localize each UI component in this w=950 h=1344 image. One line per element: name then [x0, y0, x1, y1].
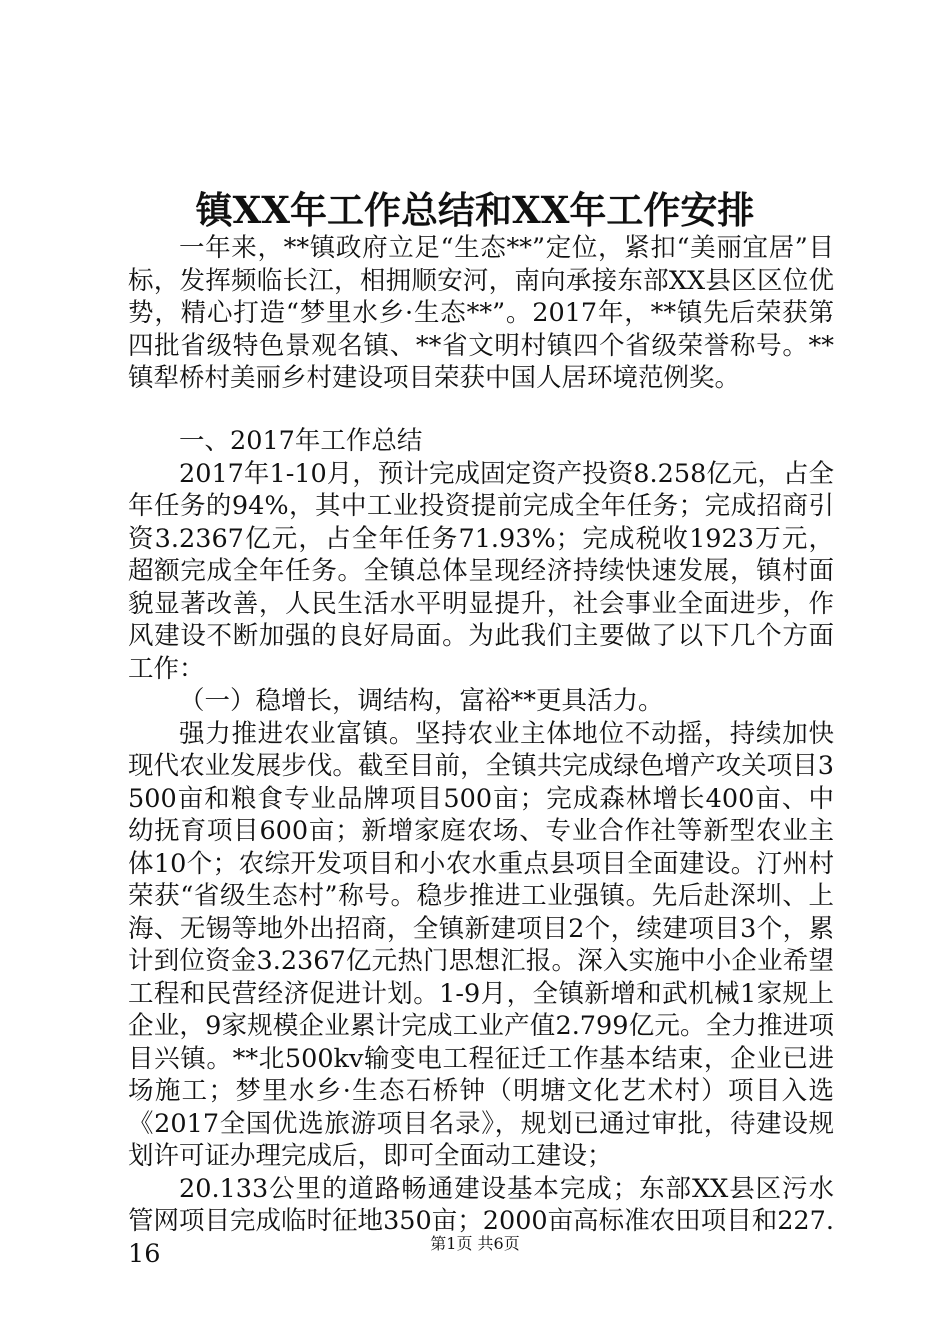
section-heading: 一、2017年工作总结 — [179, 426, 423, 456]
page-footer: 第1页 共6页 — [430, 1234, 520, 1253]
intro-block — [128, 232, 834, 395]
document-title: 镇XX年工作总结和XX年工作安排 — [195, 188, 755, 232]
roads-paragraph: 20.133公里的道路畅通建设基本完成；东部XX县区污水管网项目完成临时征地350亩；2000亩高标准农田项目和227.16 — [128, 1173, 834, 1269]
summary-paragraph: 2017年1-10月，预计完成固定资产投资8.258亿元，占全年任务的94%，其中工业投资提前完成全年任务；完成招商引资3.2367亿元，占全年任务71.93%；完成税收1923万元，超额完成全年任务。全镇总体呈现经济持续快速发展，镇村面貌显著改善，人民生活水平明显提升，社会事业全面进步，作风建设不断加强的良好局面。为此我们主要做了以下几个方面工作： — [128, 458, 834, 684]
intro-paragraph: 一年来，**镇政府立足“生态**”定位，紧扣“美丽宜居”目标，发挥频临长江，相拥顺安河，南向承接东部XX县区区位优势，精心打造“梦里水乡·生态**”。2017年，**镇先后荣获第四批省级特色景观名镇、**省文明村镇四个省级荣誉称号。**镇犁桥村美丽乡村建设项目荣获中国人居环境范例奖。 — [128, 233, 834, 393]
subsection-heading: （一）稳增长，调结构，富裕**更具活力。 — [179, 686, 664, 716]
section-block — [128, 425, 834, 1270]
agriculture-paragraph: 强力推进农业富镇。坚持农业主体地位不动摇，持续加快现代农业发展步伐。截至目前，全镇共完成绿色增产攻关项目3500亩和粮食专业品牌项目500亩；完成森林增长400亩、中幼抚育项目600亩；新增家庭农场、专业合作社等新型农业主体10个；农综开发项目和小农水重点县项目全面建设。汀州村荣获“省级生态村”称号。稳步推进工业强镇。先后赴深圳、上海、无锡等地外出招商，全镇新建项目2个，续建项目3个，累计到位资金3.2367亿元热门思想汇报。深入实施中小企业希望工程和民营经济促进计划。1-9月，全镇新增和武机械1家规上企业，9家规模企业累计完成工业产值2.799亿元。全力推进项目兴镇。**北500kv输变电工程征迁工作基本结束，企业已进场施工；梦里水乡·生态石桥钟（明塘文化艺术村）项目入选《2017全国优选旅游项目名录》，规划已通过审批，待建设规划许可证办理完成后，即可全面动工建设； — [128, 718, 834, 1171]
